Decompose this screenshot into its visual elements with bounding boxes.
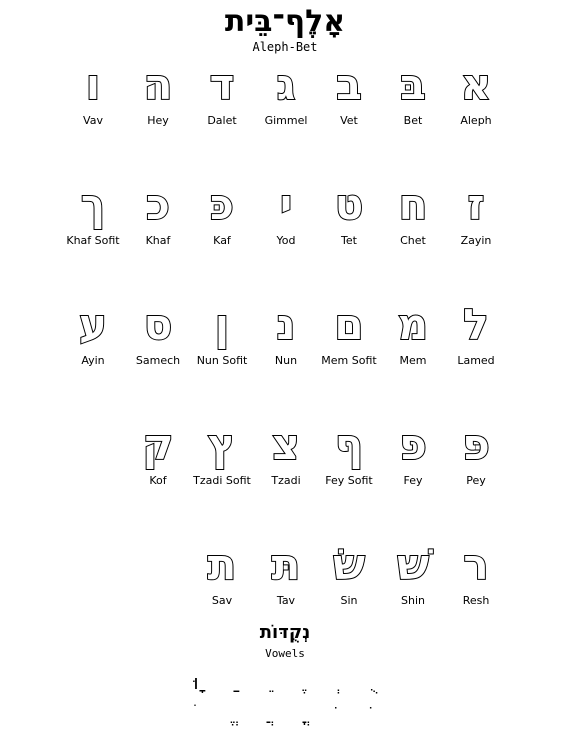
letter-name: Fey [403, 474, 423, 487]
letter-glyph: תּ [271, 540, 301, 589]
letter-name: Tzadi [271, 474, 301, 487]
vowel-mark [245, 670, 285, 694]
letter-name: Sin [340, 594, 358, 607]
letter-glyph: ף [334, 420, 364, 469]
letter-card [53, 182, 133, 247]
letter-glyph: ם [334, 300, 364, 349]
vowel-mark [175, 702, 215, 726]
letter-name: Resh [462, 594, 490, 607]
letter-glyph: ח [398, 180, 428, 229]
letter-name: Dalet [207, 114, 237, 127]
letter-card [118, 422, 198, 487]
letter-name: Mem Sofit [321, 354, 377, 367]
letter-name: Kof [149, 474, 167, 487]
letter-glyph: נ [276, 300, 296, 349]
letter-glyph: שׂ [333, 540, 365, 589]
letter-name: Chet [400, 234, 426, 247]
page-title: אָלֶף־בֵּית [224, 4, 346, 39]
letter-glyph: צ [272, 420, 300, 469]
letter-glyph: פּ [462, 420, 490, 469]
letter-glyph: כ [146, 180, 170, 229]
letter-name: Khaf Sofit [66, 234, 120, 247]
letter-name: Fey Sofit [325, 474, 373, 487]
letter-glyph: ד [209, 60, 235, 109]
letter-glyph: ן [214, 300, 230, 349]
letter-card [53, 62, 133, 127]
letter-card [53, 302, 133, 367]
letter-name: Vet [340, 114, 358, 127]
letter-name: Kaf [213, 234, 231, 247]
letter-name: Mem [399, 354, 427, 367]
letter-glyph: ל [463, 300, 489, 349]
vowel-mark [348, 670, 388, 694]
letter-glyph: ך [80, 180, 106, 229]
vowel-mark [312, 670, 352, 694]
letter-name: Ayin [81, 354, 105, 367]
letter-glyph: א [460, 60, 492, 109]
letter-glyph: ר [463, 540, 489, 589]
letter-name: Bet [403, 114, 423, 127]
letter-name: Tav [276, 594, 296, 607]
letter-name: Nun Sofit [196, 354, 248, 367]
vowel-mark [315, 702, 355, 726]
vowel-mark [280, 702, 320, 726]
vowel-mark [210, 670, 250, 694]
letter-glyph: ץ [208, 420, 236, 469]
letter-name: Samech [135, 354, 181, 367]
letter-glyph: ו [85, 60, 101, 109]
letter-name: Shin [401, 594, 425, 607]
letter-glyph: ת [207, 540, 237, 589]
letter-glyph: מ [397, 300, 429, 349]
page-subtitle: Aleph-Bet [252, 40, 318, 54]
letter-glyph: ס [143, 300, 173, 349]
letter-name: Tzadi Sofit [193, 474, 251, 487]
letter-name: Sav [211, 594, 233, 607]
letter-name: Gimmel [264, 114, 308, 127]
letter-glyph: בּ [400, 60, 426, 109]
vowels-title: נְקֻדּוֹת [259, 622, 311, 643]
letter-name: Yod [276, 234, 296, 247]
letter-name: Lamed [457, 354, 495, 367]
letter-glyph: ע [79, 300, 107, 349]
letter-name: Vav [83, 114, 103, 127]
vowels-subtitle: Vowels [265, 647, 305, 660]
letter-name: Aleph [460, 114, 492, 127]
letter-name: Zayin [460, 234, 492, 247]
letter-card [182, 542, 262, 607]
letter-glyph: פ [399, 420, 427, 469]
letter-glyph: ז [467, 180, 485, 229]
letter-name: Tet [341, 234, 357, 247]
letter-glyph: ב [336, 60, 362, 109]
letter-name: Hey [147, 114, 169, 127]
letter-glyph: י [279, 180, 293, 229]
letter-name: Khaf [145, 234, 171, 247]
vowel-mark [209, 702, 249, 726]
letter-glyph: ק [142, 420, 174, 469]
letter-glyph: ג [276, 60, 296, 109]
letter-name: Nun [274, 354, 298, 367]
vowel-mark [244, 702, 284, 726]
vowel-mark: וּ [193, 670, 199, 694]
letter-glyph: שׁ [397, 540, 429, 589]
letter-glyph: כּ [210, 180, 234, 229]
letter-glyph: ט [334, 180, 364, 229]
letter-glyph: ה [143, 60, 173, 109]
letter-name: Pey [466, 474, 486, 487]
